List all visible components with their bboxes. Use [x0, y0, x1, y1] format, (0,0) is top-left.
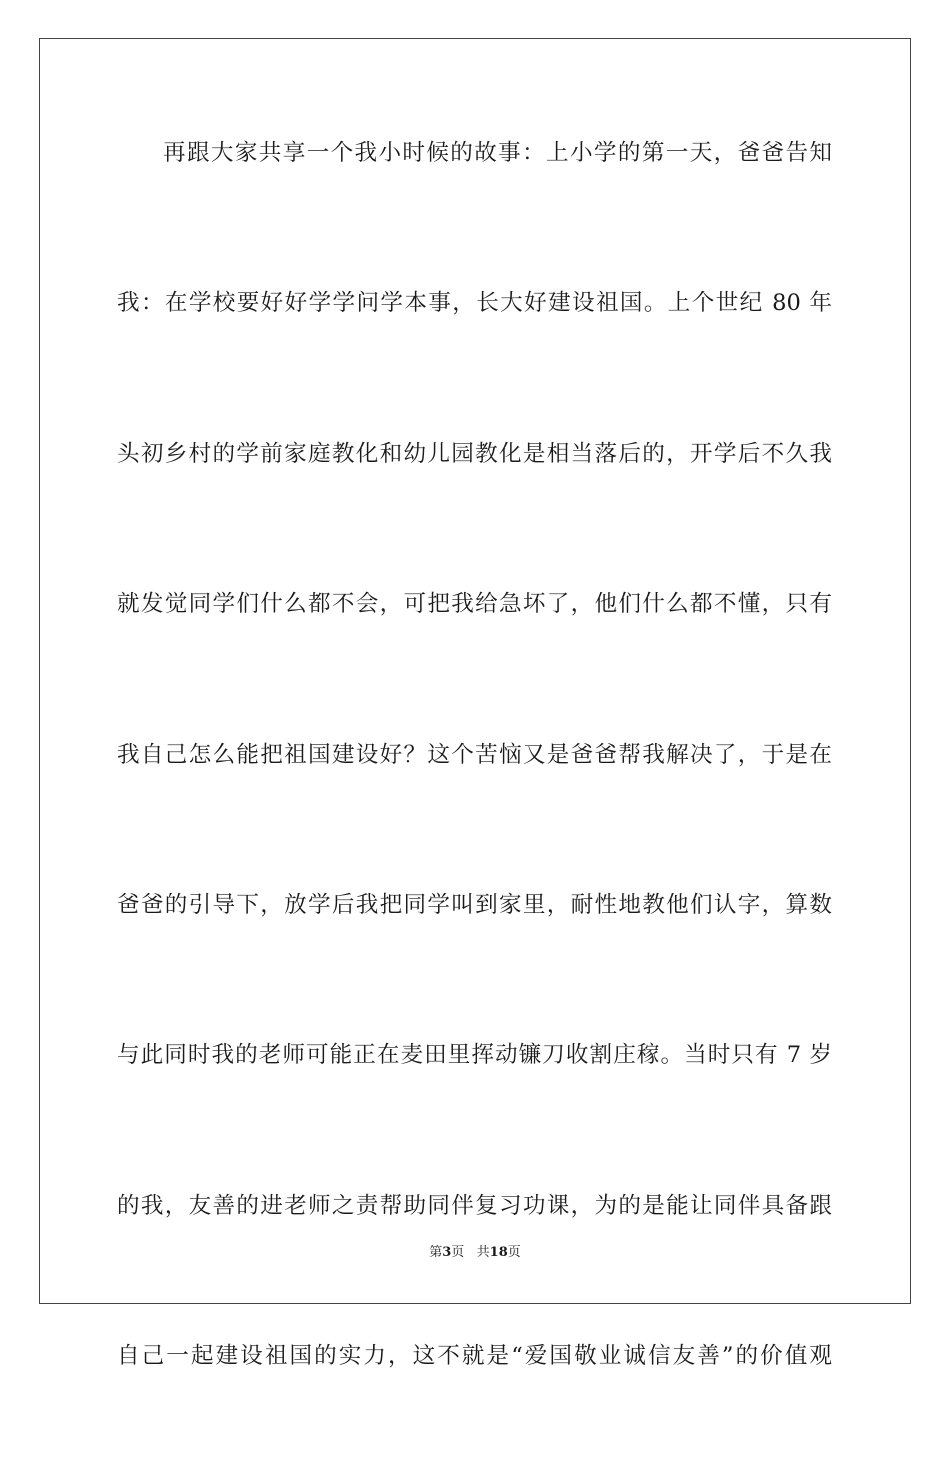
paragraph-line: 自己一起建设祖国的实力，这不就是“爱国敬业诚信友善”的价值观 — [117, 1343, 832, 1370]
current-page-number: 3 — [442, 1245, 452, 1260]
paragraph-line: 就发觉同学们什么都不会，可把我给急坏了，他们什么都不懂，只有 — [117, 591, 832, 618]
paragraph-line: 头初乡村的学前家庭教化和幼儿园教化是相当落后的，开学后不久我 — [117, 440, 832, 467]
paragraph-line: 我自己怎么能把祖国建设好？这个苦恼又是爸爸帮我解决了，于是在 — [117, 741, 832, 768]
total-page-count: 18 — [489, 1245, 508, 1260]
paragraph-line: 与此同时我的老师可能正在麦田里挥动镰刀收割庄稼。当时只有 7 岁 — [117, 1042, 832, 1069]
paragraph-line: 的我，友善的进老师之责帮助同伴复习功课，为的是能让同伴具备跟 — [117, 1192, 832, 1219]
paragraph-line: 爸爸的引导下，放学后我把同学叫到家里，耐性地教他们认字，算数 — [117, 891, 832, 918]
footer-middle: 页 共 — [451, 1245, 490, 1260]
paragraph-line: 再跟大家共享一个我小时候的故事：上小学的第一天，爸爸告知 — [163, 140, 832, 166]
page-footer — [0, 1243, 950, 1263]
footer-prefix: 第 — [429, 1245, 443, 1260]
paragraph-line: 我：在学校要好好学学问学本事，长大好建设祖国。上个世纪 80 年 — [117, 290, 832, 317]
footer-suffix: 页 — [507, 1245, 521, 1260]
document-body — [117, 125, 832, 1479]
